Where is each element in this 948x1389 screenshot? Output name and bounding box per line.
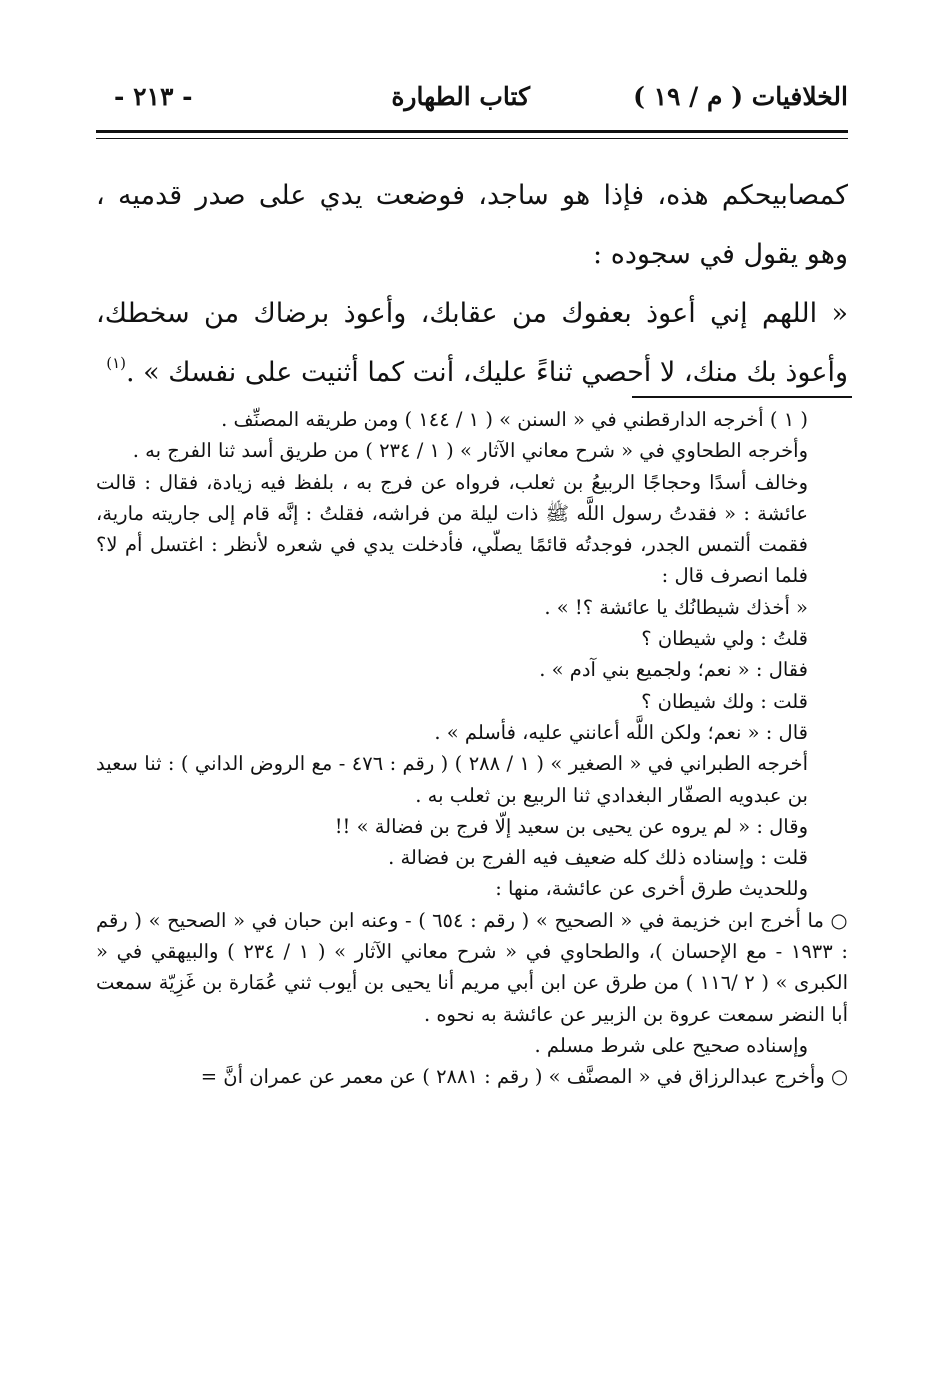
footnote-line: وأخرجه الطحاوي في « شرح معاني الآثار » ( ١ / ٢٣٤ ) من طريق أسد ثنا الفرج به . bbox=[132, 439, 808, 463]
main-text bbox=[96, 166, 848, 406]
footnote-separator bbox=[632, 396, 852, 398]
footnote-bullet-line: ○ وأخرج عبدالرزاق في « المصنَّف » ( رقم : ٢٨٨١ ) عن معمر عن عمران أنَّ = bbox=[200, 1065, 848, 1089]
footnote-line: أخرجه الطبراني في « الصغير » ( ١ / ٢٨٨ ) ( رقم : ٤٧٦ - مع الروض الداني ) : ثنا سعيد بن عبدويه الصفّار البغدادي ثنا الربيع بن ثعلب به . bbox=[96, 752, 809, 807]
prayer-paragraph bbox=[96, 284, 848, 406]
footnote-line: فقال : « نعم؛ ولجميع بني آدم » . bbox=[539, 658, 808, 682]
header-rule bbox=[96, 130, 848, 139]
footnote-line: قلت : وإسناده ذلك كله ضعيف فيه الفرج بن فضالة . bbox=[388, 846, 808, 870]
footnote-line: ( ١ ) أخرجه الدارقطني في « السنن » ( ١ / ١٤٤ ) ومن طريقه المصنِّف . bbox=[221, 408, 808, 431]
footnote-line: قال : « نعم؛ ولكن اللَّه أعانني عليه، فأسلم » . bbox=[434, 720, 808, 744]
page-header bbox=[96, 78, 848, 124]
footnote-line: « أخذك شيطانُك يا عائشة ؟! » . bbox=[544, 595, 808, 619]
footnote-marker: (١) bbox=[106, 354, 126, 372]
footnote-line: وقال : « لم يروه عن يحيى بن سعيد إلّا فرج بن فضالة » !! bbox=[334, 814, 808, 838]
footnote-line: وللحديث طرق أخرى عن عائشة، منها : bbox=[495, 877, 808, 901]
footnote-bullet-line: ○ ما أخرج ابن خزيمة في « الصحيح » ( رقم : ٦٥٤ ) - وعنه ابن حبان في « الصحيح » ( رقم : ١٩٣٣ - مع الإحسان )، والطحاوي في « شرح معاني الآثار » ( ١ / ٢٣٤ ) والبيهقي في « الكبرى » ( ٢ /١١٦ ) من طرق عن ابن أبي مريم أنا يحيى بن أيوب ثني عُمَارة بن غَزِيّة سمعت أبا النضر سمعت عروة بن الزبير عن عائشة به نحوه . bbox=[96, 908, 849, 1026]
footnote-line: قلتُ : ولي شيطان ؟ bbox=[641, 627, 808, 651]
page-number: - ٢١٣ - bbox=[114, 82, 193, 111]
footnote-line: وخالف أسدًا وحجاجًا الربيعُ بن ثعلب، فرواه عن فرج به ، بلفظ فيه زيادة، فقال : قالت عائشة : « فقدتُ رسول اللَّه ﷺ ذات ليلة من فراشه، فقلتُ : إنَّه قام إلى جاريته مارية، فقمت ألتمس الجدر، فوجدتُه قائمًا يصلّي، فأدخلت يدي في شعره لأنظر : اغتسل أم لا؟ فلما انصرف قال : bbox=[96, 470, 808, 588]
header-chapter-title: كتاب الطهارة bbox=[391, 82, 530, 111]
footnotes bbox=[96, 404, 848, 1093]
header-book-title: الخلافيات ( م / ١٩ ) bbox=[633, 82, 848, 111]
main-paragraph: كمصابيحكم هذه، فإذا هو ساجد، فوضعت يدي على صدر قدميه ، وهو يقول في سجوده : bbox=[96, 180, 848, 270]
footnote-line: قلت : ولك شيطان ؟ bbox=[641, 689, 808, 713]
prayer-text: « اللهم إني أعوذ بعفوك من عقابك، وأعوذ برضاك من سخطك، وأعوذ بك منك، لا أحصي ثناءً عليك، أنت كما أثنيت على نفسك » . bbox=[96, 298, 848, 388]
footnote-line: وإسناده صحيح على شرط مسلم . bbox=[534, 1033, 808, 1057]
